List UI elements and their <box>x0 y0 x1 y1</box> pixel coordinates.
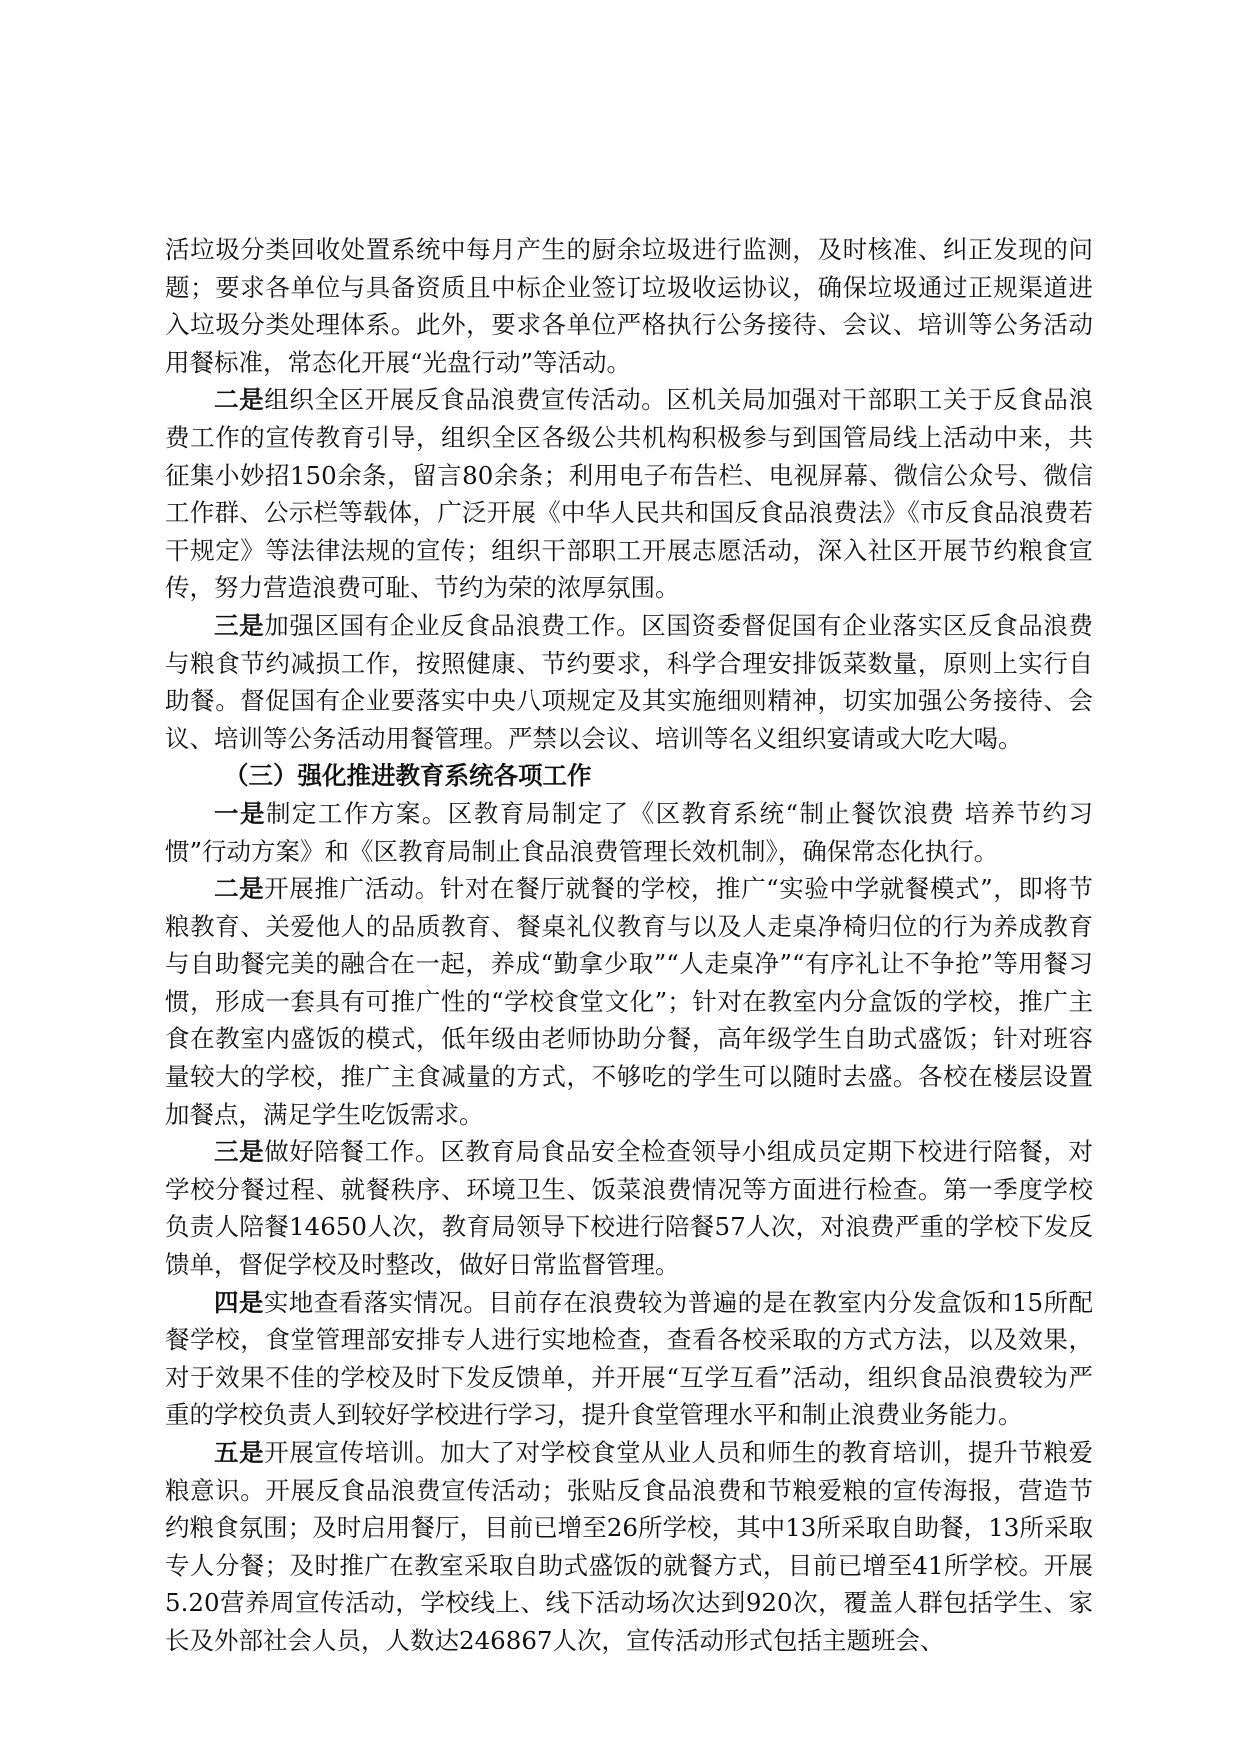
paragraph-text: 活垃圾分类回收处置系统中每月产生的厨余垃圾进行监测，及时核准、纠正发现的问题；要求各单位与具备资质且中标企业签订垃圾收运协议，确保垃圾通过正规渠道进入垃圾分类处理体系。此外，要求各单位严格执行公务接待、会议、培训等公务活动用餐标准，常态化开展“光盘行动”等活动。 <box>165 235 1093 377</box>
document-body <box>165 231 1093 1660</box>
paragraph-text: 组织全区开展反食品浪费宣传活动。区机关局加强对干部职工关于反食品浪费工作的宣传教育引导，组织全区各级公共机构积极参与到国管局线上活动中来，共征集小妙招150余条，留言80余条；利用电子布告栏、电视屏幕、微信公众号、微信工作群、公示栏等载体，广泛开展《中华人民共和国反食品浪费法》《市反食品浪费若干规定》等法律法规的宣传；组织干部职工开展志愿活动，深入社区开展节约粮食宣传，努力营造浪费可耻、节约为荣的浓厚氛围。 <box>165 385 1093 603</box>
paragraph-second-item <box>165 381 1093 607</box>
paragraph-text: 实地查看落实情况。目前存在浪费较为普遍的是在教室内分发盒饭和15所配餐学校，食堂管理部安排专人进行实地检查，查看各校采取的方式方法，以及效果，对于效果不佳的学校及时下发反馈单，并开展“互学互看”活动，组织食品浪费较为严重的学校负责人到较好学校进行学习，提升食堂管理水平和制止浪费业务能力。 <box>165 1287 1094 1430</box>
section-heading: （三）强化推进教育系统各项工作 <box>224 761 592 791</box>
paragraph-lead: 二是 <box>214 874 265 904</box>
paragraph-text: 制定工作方案。区教育局制定了《区教育系统“制止餐饮浪费 培养节约习惯”行动方案》和《区教育局制止食品浪费管理长效机制》，确保常态化执行。 <box>165 798 1093 866</box>
paragraph-text: 做好陪餐工作。区教育局食品安全检查领导小组成员定期下校进行陪餐，对学校分餐过程、就餐秩序、环境卫生、饭菜浪费情况等方面进行检查。第一季度学校负责人陪餐14650人次，教育局领导下校进行陪餐57人次，对浪费严重的学校下发反馈单，督促学校及时整改，做好日常监督管理。 <box>165 1137 1093 1280</box>
paragraph-first-item <box>165 795 1093 870</box>
paragraph-lead: 五是 <box>214 1438 265 1467</box>
paragraph-second-item <box>165 870 1093 1133</box>
paragraph-text: 加强区国有企业反食品浪费工作。区国资委督促国有企业落实区反食品浪费与粮食节约减损工作，按照健康、节约要求，科学合理安排饭菜数量，原则上实行自助餐。督促国有企业要落实中央八项规定及其实施细则精神，切实加强公务接待、会议、培训等公务活动用餐管理。严禁以会议、培训等名义组织宴请或大吃大喝。 <box>165 610 1093 753</box>
paragraph-third-item <box>165 1133 1093 1283</box>
paragraph-lead: 四是 <box>214 1287 264 1317</box>
paragraph-text: 开展推广活动。针对在餐厅就餐的学校，推广“实验中学就餐模式”，即将节粮教育、关爱他人的品质教育、餐桌礼仪教育与以及人走桌净椅归位的行为养成教育与自助餐完美的融合在一起，养成“勤拿少取”“人走桌净”“有序礼让不争抢”等用餐习惯，形成一套具有可推广性的“学校食堂文化”；针对在教室内分盒饭的学校，推广主食在教室内盛饭的模式，低年级由老师协助分餐，高年级学生自助式盛饭；针对班容量较大的学校，推广主食减量的方式，不够吃的学生可以随时去盛。各校在楼层设置加餐点，满足学生吃饭需求。 <box>165 874 1094 1129</box>
paragraph-third-item <box>165 607 1093 757</box>
paragraph-lead: 一是 <box>214 798 266 828</box>
paragraph-fourth-item <box>165 1284 1093 1434</box>
paragraph-lead: 三是 <box>214 610 265 640</box>
paragraph-fifth-item <box>165 1434 1093 1660</box>
paragraph-text: 开展宣传培训。加大了对学校食堂从业人员和师生的教育培训，提升节粮爱粮意识。开展反食品浪费宣传活动；张贴反食品浪费和节粮爱粮的宣传海报，营造节约粮食氛围；及时启用餐厅，目前已增至26所学校，其中13所采取自助餐，13所采取专人分餐；及时推广在教室采取自助式盛饭的就餐方式，目前已增至41所学校。开展5.20营养周宣传活动，学校线上、线下活动场次达到920次，覆盖人群包括学生、家长及外部社会人员，人数达246867人次，宣传活动形式包括主题班会、 <box>165 1438 1093 1655</box>
paragraph-continuation <box>165 231 1093 381</box>
paragraph-lead: 三是 <box>214 1137 265 1167</box>
paragraph-lead: 二是 <box>214 385 265 415</box>
